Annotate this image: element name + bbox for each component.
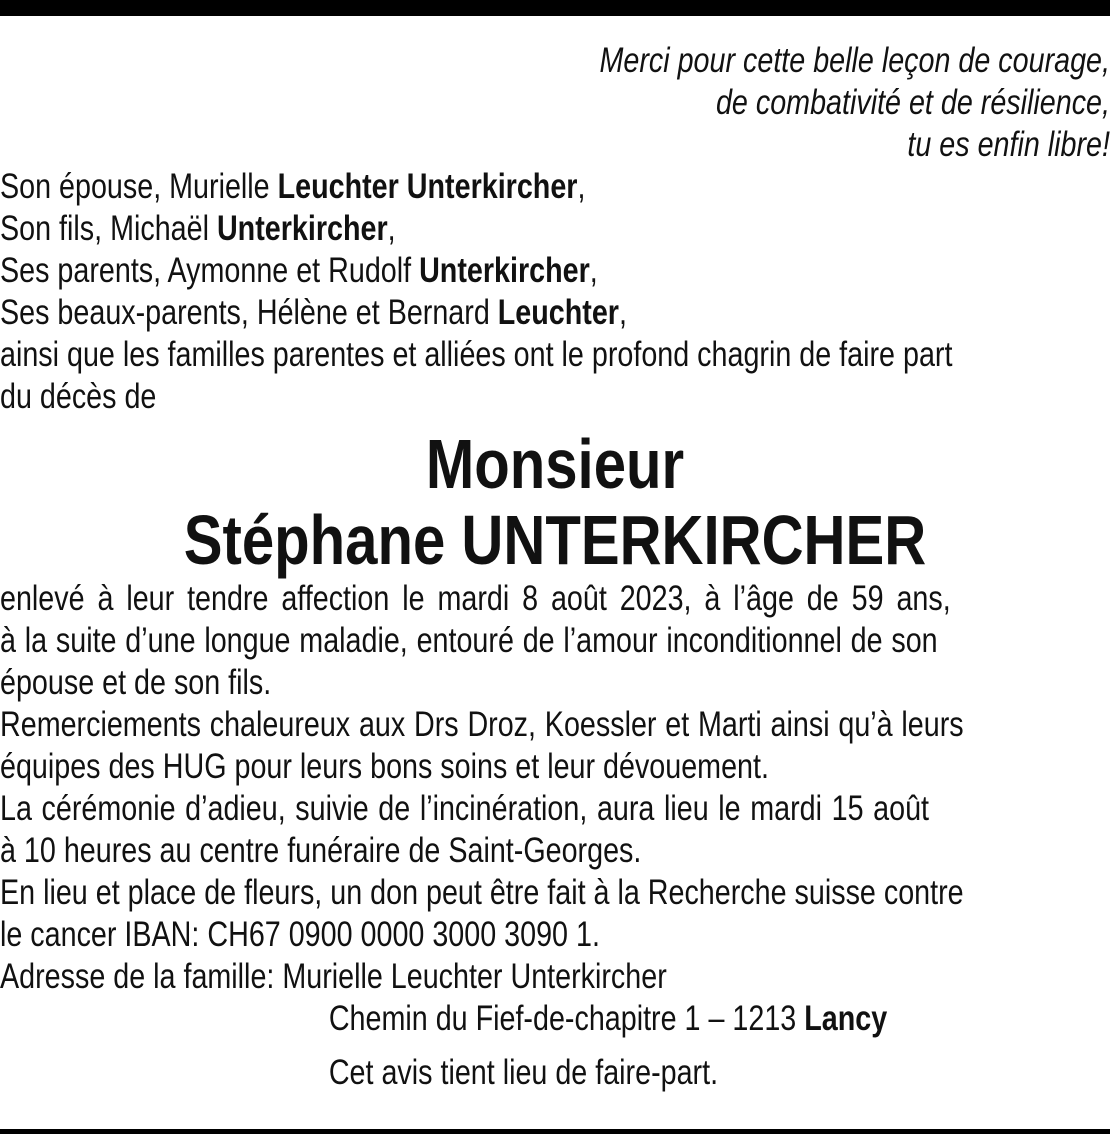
- body-line: En lieu et place de fleurs, un don peut être fait à la Recherche suisse contre: [0, 873, 964, 912]
- family-address: [0, 956, 1110, 1094]
- body-line: Remerciements chaleureux aux Drs Droz, Koessler et Marti ainsi qu’à leurs: [0, 705, 964, 744]
- body-line: à la suite d’une longue maladie, entouré de l’amour inconditionnel de son: [0, 621, 938, 660]
- family-line: Son épouse, Murielle Leuchter Unterkircher,: [0, 167, 586, 206]
- epigraph-quote: [0, 40, 1110, 166]
- quote-line: Merci pour cette belle leçon de courage,: [599, 41, 1110, 80]
- address-line: Adresse de la famille: Murielle Leuchter Unterkircher: [0, 957, 667, 996]
- family-line: Ses parents, Aymonne et Rudolf Unterkircher,: [0, 251, 598, 290]
- intro-line: du décès de: [0, 377, 157, 416]
- family-line: Ses beaux-parents, Hélène et Bernard Leuchter,: [0, 293, 627, 332]
- quote-line: tu es enfin libre!: [907, 125, 1110, 164]
- notice-body: [0, 578, 1110, 956]
- body-line: équipes des HUG pour leurs bons soins et leur dévouement.: [0, 747, 769, 786]
- family-list: [0, 166, 1110, 418]
- notice-footnote: Cet avis tient lieu de faire-part.: [328, 1053, 719, 1092]
- top-rule: [0, 0, 1110, 16]
- body-line: La cérémonie d’adieu, suivie de l’incinération, aura lieu le mardi 15 août: [0, 789, 930, 828]
- title-honorific: Monsieur: [425, 425, 685, 503]
- title-name: Stéphane UNTERKIRCHER: [183, 501, 927, 579]
- address-label: Adresse de la famille:: [0, 957, 283, 996]
- address-line: Chemin du Fief-de-chapitre 1 – 1213 Lancy: [328, 999, 888, 1038]
- deceased-name: [0, 426, 1110, 578]
- intro-line: ainsi que les familles parentes et alliées ont le profond chagrin de faire part: [0, 335, 953, 374]
- bottom-rule: [0, 1129, 1110, 1134]
- quote-line: de combativité et de résilience,: [715, 83, 1110, 122]
- obituary-notice: [0, 40, 1110, 1094]
- body-line: le cancer IBAN: CH67 0900 0000 3000 3090 1.: [0, 915, 600, 954]
- body-line: enlevé à leur tendre affection le mardi 8 août 2023, à l’âge de 59 ans,: [0, 579, 951, 618]
- body-line: à 10 heures au centre funéraire de Saint-Georges.: [0, 831, 642, 870]
- body-line: épouse et de son fils.: [0, 663, 272, 702]
- family-line: Son fils, Michaël Unterkircher,: [0, 209, 396, 248]
